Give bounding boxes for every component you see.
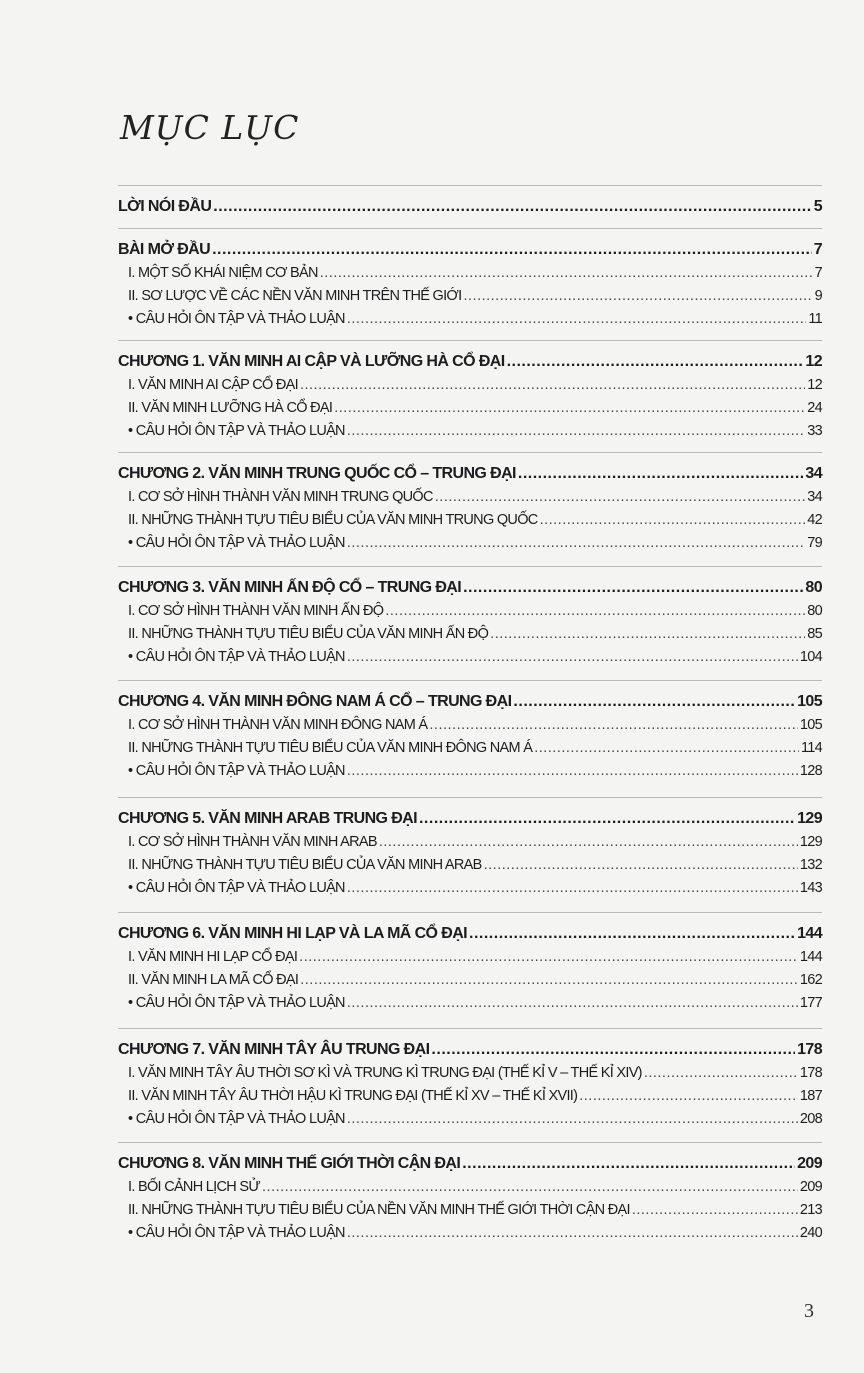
toc-entry-page: 240 [799, 1225, 822, 1241]
toc-entry-page: 177 [799, 995, 822, 1011]
toc-entry-title: I. VĂN MINH AI CẬP CỔ ĐẠI [128, 377, 298, 393]
toc-entry-page: 144 [799, 949, 822, 965]
dot-leader [385, 603, 805, 619]
toc-entry-title: I. VĂN MINH TÂY ÂU THỜI SƠ KÌ VÀ TRUNG KÌ TRUNG ĐẠI (THẾ KỈ V – THẾ KỈ XIV) [128, 1065, 642, 1081]
toc-subentry[interactable] [118, 377, 822, 400]
toc-entry-title: • CÂU HỎI ÔN TẬP VÀ THẢO LUẬN [128, 763, 345, 779]
toc-entry-page: 178 [799, 1065, 822, 1081]
toc-subentry[interactable] [118, 311, 822, 334]
toc-entry-page: 143 [799, 880, 822, 896]
toc-entry-title: CHƯƠNG 8. VĂN MINH THẾ GIỚI THỜI CẬN ĐẠI [118, 1155, 461, 1172]
dot-leader [463, 288, 812, 304]
toc-subentry[interactable] [118, 265, 822, 288]
dot-leader [320, 265, 813, 281]
toc-chapter-entry[interactable] [118, 465, 822, 489]
toc-entry-page: 209 [799, 1179, 822, 1195]
page-title: MỤC LỤC [120, 108, 300, 147]
toc-entry-page: 105 [799, 717, 822, 733]
toc-entry-page: 129 [799, 834, 822, 850]
toc-entry-title: I. CƠ SỞ HÌNH THÀNH VĂN MINH ẤN ĐỘ [128, 603, 384, 619]
toc-chapter-entry[interactable] [118, 925, 822, 949]
dot-leader [379, 834, 798, 850]
toc-section [118, 340, 822, 446]
dot-leader [644, 1065, 798, 1081]
toc-entry-title: II. NHỮNG THÀNH TỰU TIÊU BIỂU CỦA VĂN MINH ĐÔNG NAM Á [128, 740, 533, 756]
toc-subentry[interactable] [118, 763, 822, 786]
toc-section [118, 452, 822, 558]
dot-leader [429, 717, 798, 733]
toc-chapter-entry[interactable] [118, 353, 822, 377]
toc-entry-title: CHƯƠNG 3. VĂN MINH ẤN ĐỘ CỔ – TRUNG ĐẠI [118, 579, 462, 596]
toc-entry-title: • CÂU HỎI ÔN TẬP VÀ THẢO LUẬN [128, 311, 345, 327]
toc-chapter-entry[interactable] [118, 1155, 822, 1179]
dot-leader [540, 512, 806, 528]
toc-entry-page: 213 [799, 1202, 822, 1218]
toc-subentry[interactable] [118, 603, 822, 626]
dot-leader [490, 626, 805, 642]
toc-entry-title: II. VĂN MINH LƯỠNG HÀ CỔ ĐẠI [128, 400, 333, 416]
toc-entry-page: 80 [807, 603, 822, 619]
toc-section [118, 228, 822, 334]
toc-entry-title: • CÂU HỎI ÔN TẬP VÀ THẢO LUẬN [128, 880, 345, 896]
toc-entry-page: 5 [813, 198, 822, 215]
toc-entry-title: I. BỐI CẢNH LỊCH SỬ [128, 1179, 261, 1195]
toc-subentry[interactable] [118, 626, 822, 649]
toc-entry-page: 104 [799, 649, 822, 665]
dot-leader [431, 1041, 795, 1059]
toc-chapter-entry[interactable] [118, 1041, 822, 1065]
dot-leader [347, 535, 805, 551]
toc-chapter-entry[interactable] [118, 579, 822, 603]
dot-leader [334, 400, 805, 416]
dot-leader [347, 423, 805, 439]
toc-subentry[interactable] [118, 288, 822, 311]
dot-leader [462, 1155, 795, 1173]
toc-entry-title: CHƯƠNG 5. VĂN MINH ARAB TRUNG ĐẠI [118, 810, 417, 827]
toc-subentry[interactable] [118, 972, 822, 995]
toc-entry-title: I. MỘT SỐ KHÁI NIỆM CƠ BẢN [128, 265, 318, 281]
dot-leader [507, 353, 804, 371]
toc-entry-title: II. NHỮNG THÀNH TỰU TIÊU BIỂU CỦA NỀN VĂN MINH THẾ GIỚI THỜI CẬN ĐẠI [128, 1202, 630, 1218]
toc-entry-page: 132 [799, 857, 822, 873]
dot-leader [534, 740, 799, 756]
toc-entry-title: CHƯƠNG 6. VĂN MINH HI LẠP VÀ LA MÃ CỔ ĐẠI [118, 925, 468, 942]
dot-leader [299, 949, 798, 965]
toc-section [118, 912, 822, 1018]
toc-section [118, 566, 822, 672]
toc-subentry[interactable] [118, 1202, 822, 1225]
toc-entry-title: LỜI NÓI ĐẦU [118, 198, 212, 215]
dot-leader [347, 880, 798, 896]
toc-entry-title: CHƯƠNG 1. VĂN MINH AI CẬP VÀ LƯỠNG HÀ CỔ ĐẠI [118, 353, 505, 370]
toc-entry-title: I. VĂN MINH HI LẠP CỔ ĐẠI [128, 949, 298, 965]
toc-entry-page: 34 [805, 465, 822, 482]
toc-entry-title: II. NHỮNG THÀNH TỰU TIÊU BIỂU CỦA VĂN MINH ARAB [128, 857, 482, 873]
toc-entry-page: 12 [805, 353, 822, 370]
toc-entry-title: • CÂU HỎI ÔN TẬP VÀ THẢO LUẬN [128, 649, 345, 665]
toc-subentry[interactable] [118, 489, 822, 512]
toc-entry-page: 79 [807, 535, 822, 551]
toc-entry-page: 7 [814, 265, 822, 281]
dot-leader [513, 693, 795, 711]
toc-section [118, 1028, 822, 1134]
dot-leader [469, 925, 795, 943]
toc-entry-page: 178 [797, 1041, 822, 1058]
toc-entry-page: 162 [799, 972, 822, 988]
toc-entry-page: 105 [797, 693, 822, 710]
dot-leader [435, 489, 805, 505]
toc-section [118, 185, 822, 222]
toc-entry-page: 42 [807, 512, 822, 528]
toc-entry-title: I. CƠ SỞ HÌNH THÀNH VĂN MINH TRUNG QUỐC [128, 489, 433, 505]
toc-entry-title: II. VĂN MINH TÂY ÂU THỜI HẬU KÌ TRUNG ĐẠI (THẾ KỈ XV – THẾ KỈ XVII) [128, 1088, 578, 1104]
toc-entry-page: 12 [807, 377, 822, 393]
toc-subentry[interactable] [118, 1179, 822, 1202]
toc-entry-title: CHƯƠNG 4. VĂN MINH ĐÔNG NAM Á CỔ – TRUNG ĐẠI [118, 693, 512, 710]
toc-entry-page: 114 [800, 740, 822, 756]
toc-entry-title: • CÂU HỎI ÔN TẬP VÀ THẢO LUẬN [128, 423, 345, 439]
toc-subentry[interactable] [118, 512, 822, 535]
toc-subentry[interactable] [118, 1088, 822, 1111]
dot-leader [347, 1225, 798, 1241]
toc-entry-title: CHƯƠNG 7. VĂN MINH TÂY ÂU TRUNG ĐẠI [118, 1041, 430, 1058]
toc-entry-title: I. CƠ SỞ HÌNH THÀNH VĂN MINH ĐÔNG NAM Á [128, 717, 428, 733]
toc-entry-page: 33 [807, 423, 822, 439]
dot-leader [632, 1202, 798, 1218]
toc-subentry[interactable] [118, 1065, 822, 1088]
dot-leader [419, 810, 795, 828]
dot-leader [347, 995, 798, 1011]
dot-leader [300, 972, 798, 988]
toc-entry-page: 85 [807, 626, 822, 642]
toc-subentry[interactable] [118, 949, 822, 972]
toc-chapter-entry[interactable] [118, 241, 822, 265]
toc-entry-page: 187 [799, 1088, 822, 1104]
toc-entry-page: 11 [808, 311, 822, 327]
dot-leader [212, 241, 812, 259]
toc-entry-title: II. SƠ LƯỢC VỀ CÁC NỀN VĂN MINH TRÊN THẾ GIỚI [128, 288, 462, 304]
toc-entry-page: 9 [814, 288, 822, 304]
toc-subentry[interactable] [118, 995, 822, 1018]
dot-leader [347, 311, 807, 327]
dot-leader [518, 465, 804, 483]
toc-entry-page: 209 [797, 1155, 822, 1172]
toc-subentry[interactable] [118, 857, 822, 880]
toc-entry-page: 128 [799, 763, 822, 779]
toc-subentry[interactable] [118, 834, 822, 857]
toc-section [118, 680, 822, 786]
toc-entry-title: • CÂU HỎI ÔN TẬP VÀ THẢO LUẬN [128, 995, 345, 1011]
dot-leader [213, 198, 811, 216]
dot-leader [484, 857, 798, 873]
toc-entry-page: 144 [797, 925, 822, 942]
toc-subentry[interactable] [118, 649, 822, 672]
toc-subentry[interactable] [118, 880, 822, 903]
toc-entry-page: 80 [805, 579, 822, 596]
toc-entry-title: CHƯƠNG 2. VĂN MINH TRUNG QUỐC CỔ – TRUNG ĐẠI [118, 465, 516, 482]
toc-chapter-entry[interactable] [118, 693, 822, 717]
toc-entry-title: II. NHỮNG THÀNH TỰU TIÊU BIỂU CỦA VĂN MINH ẤN ĐỘ [128, 626, 489, 642]
toc-chapter-entry[interactable] [118, 810, 822, 834]
toc-subentry[interactable] [118, 423, 822, 446]
dot-leader [347, 649, 798, 665]
toc-entry-page: 34 [807, 489, 822, 505]
toc-subentry[interactable] [118, 535, 822, 558]
toc-entry-page: 208 [799, 1111, 822, 1127]
toc-entry-title: • CÂU HỎI ÔN TẬP VÀ THẢO LUẬN [128, 1225, 345, 1241]
dot-leader [347, 763, 798, 779]
dot-leader [262, 1179, 798, 1195]
toc-subentry[interactable] [118, 1225, 822, 1248]
toc-entry-page: 24 [807, 400, 822, 416]
toc-entry-page: 129 [797, 810, 822, 827]
toc-entry-title: BÀI MỞ ĐẦU [118, 241, 211, 258]
toc-chapter-entry[interactable] [118, 198, 822, 222]
toc-subentry[interactable] [118, 1111, 822, 1134]
toc-entry-title: • CÂU HỎI ÔN TẬP VÀ THẢO LUẬN [128, 535, 345, 551]
page-number: 3 [804, 1300, 814, 1322]
toc-subentry[interactable] [118, 400, 822, 423]
toc-entry-title: I. CƠ SỞ HÌNH THÀNH VĂN MINH ARAB [128, 834, 377, 850]
dot-leader [579, 1088, 798, 1104]
toc-subentry[interactable] [118, 740, 822, 763]
toc-entry-page: 7 [813, 241, 822, 258]
dot-leader [300, 377, 805, 393]
toc-section [118, 1142, 822, 1248]
toc-subentry[interactable] [118, 717, 822, 740]
toc-entry-title: II. NHỮNG THÀNH TỰU TIÊU BIỂU CỦA VĂN MINH TRUNG QUỐC [128, 512, 538, 528]
dot-leader [347, 1111, 798, 1127]
dot-leader [463, 579, 803, 597]
toc-entry-title: • CÂU HỎI ÔN TẬP VÀ THẢO LUẬN [128, 1111, 345, 1127]
toc-section [118, 797, 822, 903]
toc-entry-title: II. VĂN MINH LA MÃ CỔ ĐẠI [128, 972, 299, 988]
